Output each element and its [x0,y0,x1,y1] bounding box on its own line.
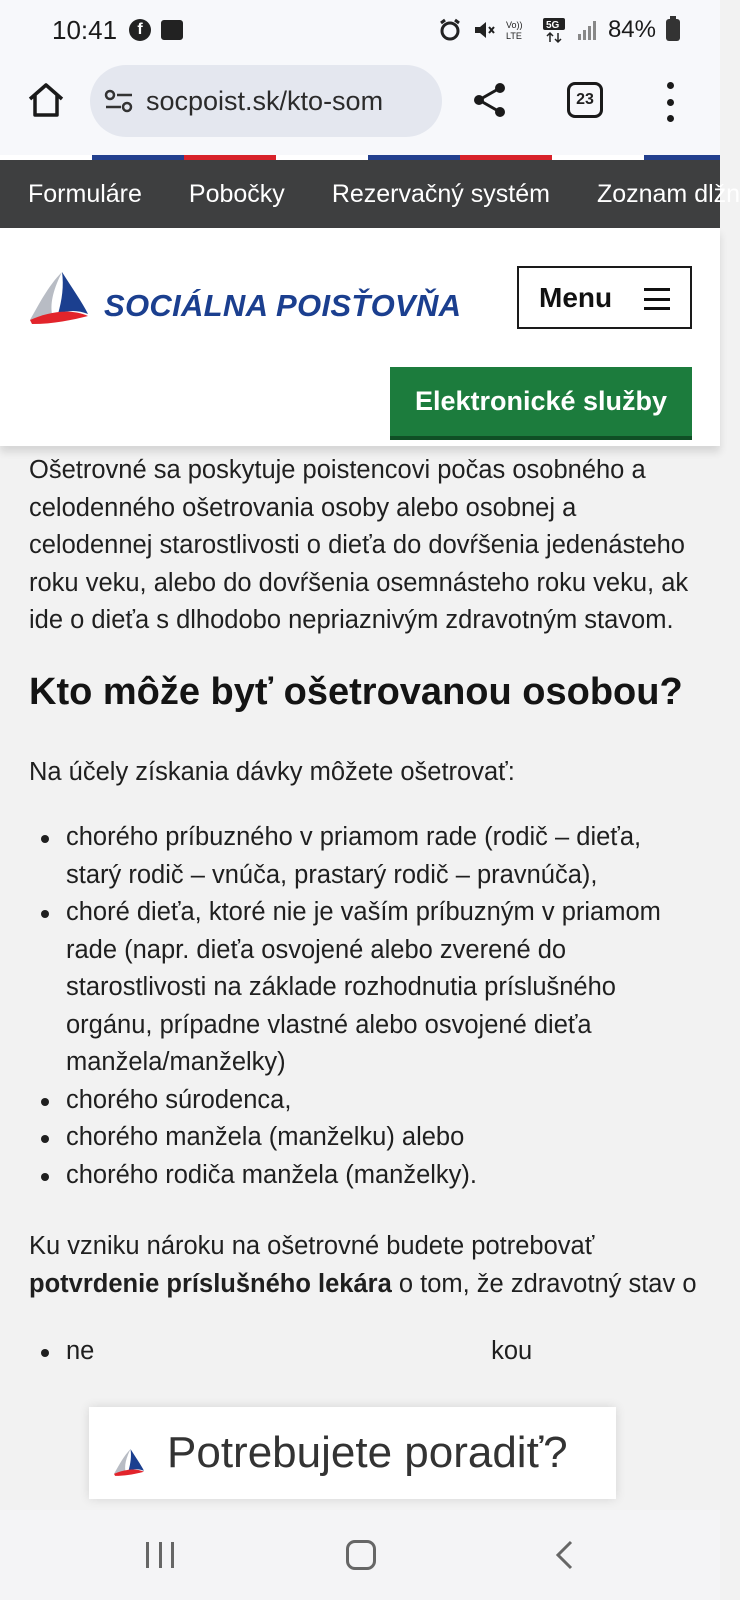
requirement-paragraph: Ku vzniku nároku na ošetrovné budete potrebovať potvrdenie príslušného lekára o tom, že zdravotný stav o [29,1232,697,1298]
main-content [29,452,699,1371]
list-item: chorého manžela (manželku) alebo [29,1119,699,1157]
list-item: chorého súrodenca, [29,1082,699,1120]
bold-doctor-confirmation: potvrdenie príslušného lekára [29,1269,392,1298]
logo-mark-icon [28,268,90,326]
home-icon[interactable] [26,80,66,120]
electronic-services-button[interactable]: Elektronické služby [390,367,692,440]
tune-icon[interactable] [104,88,134,114]
battery-icon [666,19,680,41]
list-item: choré dieťa, ktoré nie je vaším príbuzným v priamom rade (napr. dieťa osvojené alebo zverené do starostlivosti na základe rozhodnutia príslušného orgánu, prípadne vlastné alebo osvojené dieťa manžela/manželky) [29,894,699,1082]
logo-text: SOCIÁLNA POISŤOVŇA [104,288,462,323]
more-vert-icon[interactable] [664,82,676,122]
list-item: ne kou [29,1333,699,1371]
mute-icon [472,18,496,42]
home-button-icon[interactable] [346,1540,376,1570]
logo-mark-icon [113,1447,145,1477]
status-time: 10:41 [52,14,118,45]
menu-label: Menu [539,281,613,313]
share-icon[interactable] [470,80,510,120]
signal-icon [576,19,598,41]
svg-text:Vo)): Vo)) [505,20,523,30]
nav-item-zoznam-dlznikov[interactable]: Zoznam dlžn [596,179,740,208]
intro-paragraph: Ošetrovné sa poskytuje poistencovi počas osobného a celodenného ošetrovania osoby alebo osobnej a celodennej starostlivosti o dieťa do dovŕšenia jedenásteho roku veku, alebo do dovŕšenia osemnásteho roku veku, ak ide o dieťa s dlhodobo nepriaznivým zdravotným stavom. [29,456,689,634]
lead-paragraph: Na účely získania dávky môžete ošetrovať: [29,757,515,786]
back-icon[interactable] [553,1540,577,1570]
tab-switcher-button[interactable] [567,82,603,118]
top-nav [0,160,740,228]
site-logo[interactable] [28,268,461,326]
svg-text:LTE: LTE [505,31,522,41]
address-bar[interactable] [90,65,442,137]
svg-text:5G: 5G [545,20,560,31]
hamburger-icon [644,288,670,310]
list-item: chorého príbuzného v priamom rade (rodič – dieťa, starý rodič – vnúča, prastarý rodič – pravnúča), [29,819,699,894]
status-bar [0,0,720,60]
nav-item-formulare[interactable]: Formuláre [28,179,142,208]
requirement-list [29,1333,699,1371]
tab-count: 23 [576,91,594,108]
nav-item-rezervacny-system[interactable]: Rezervačný systém [331,179,550,208]
browser-toolbar [0,60,720,155]
system-nav-bar [0,1510,720,1600]
chat-label: Potrebujete poradiť? [167,1428,568,1477]
url-text[interactable]: socpoist.sk/kto-som [146,85,384,116]
network-5g-icon [542,17,566,43]
battery-percent: 84% [607,16,656,43]
nav-item-pobocky[interactable]: Pobočky [188,179,285,208]
list-item: chorého rodiča manžela (manželky). [29,1157,699,1195]
menu-button[interactable] [517,266,692,329]
volte-icon [506,18,532,42]
section-heading: Kto môže byť ošetrovanou osobou? [29,670,683,713]
site-header [0,228,720,446]
facebook-notification-icon: f [129,19,151,41]
eligible-persons-list [29,819,699,1194]
gallery-notification-icon [161,20,183,40]
recents-icon[interactable] [146,1542,174,1568]
alarm-icon [438,18,462,42]
chat-widget[interactable] [89,1407,616,1499]
